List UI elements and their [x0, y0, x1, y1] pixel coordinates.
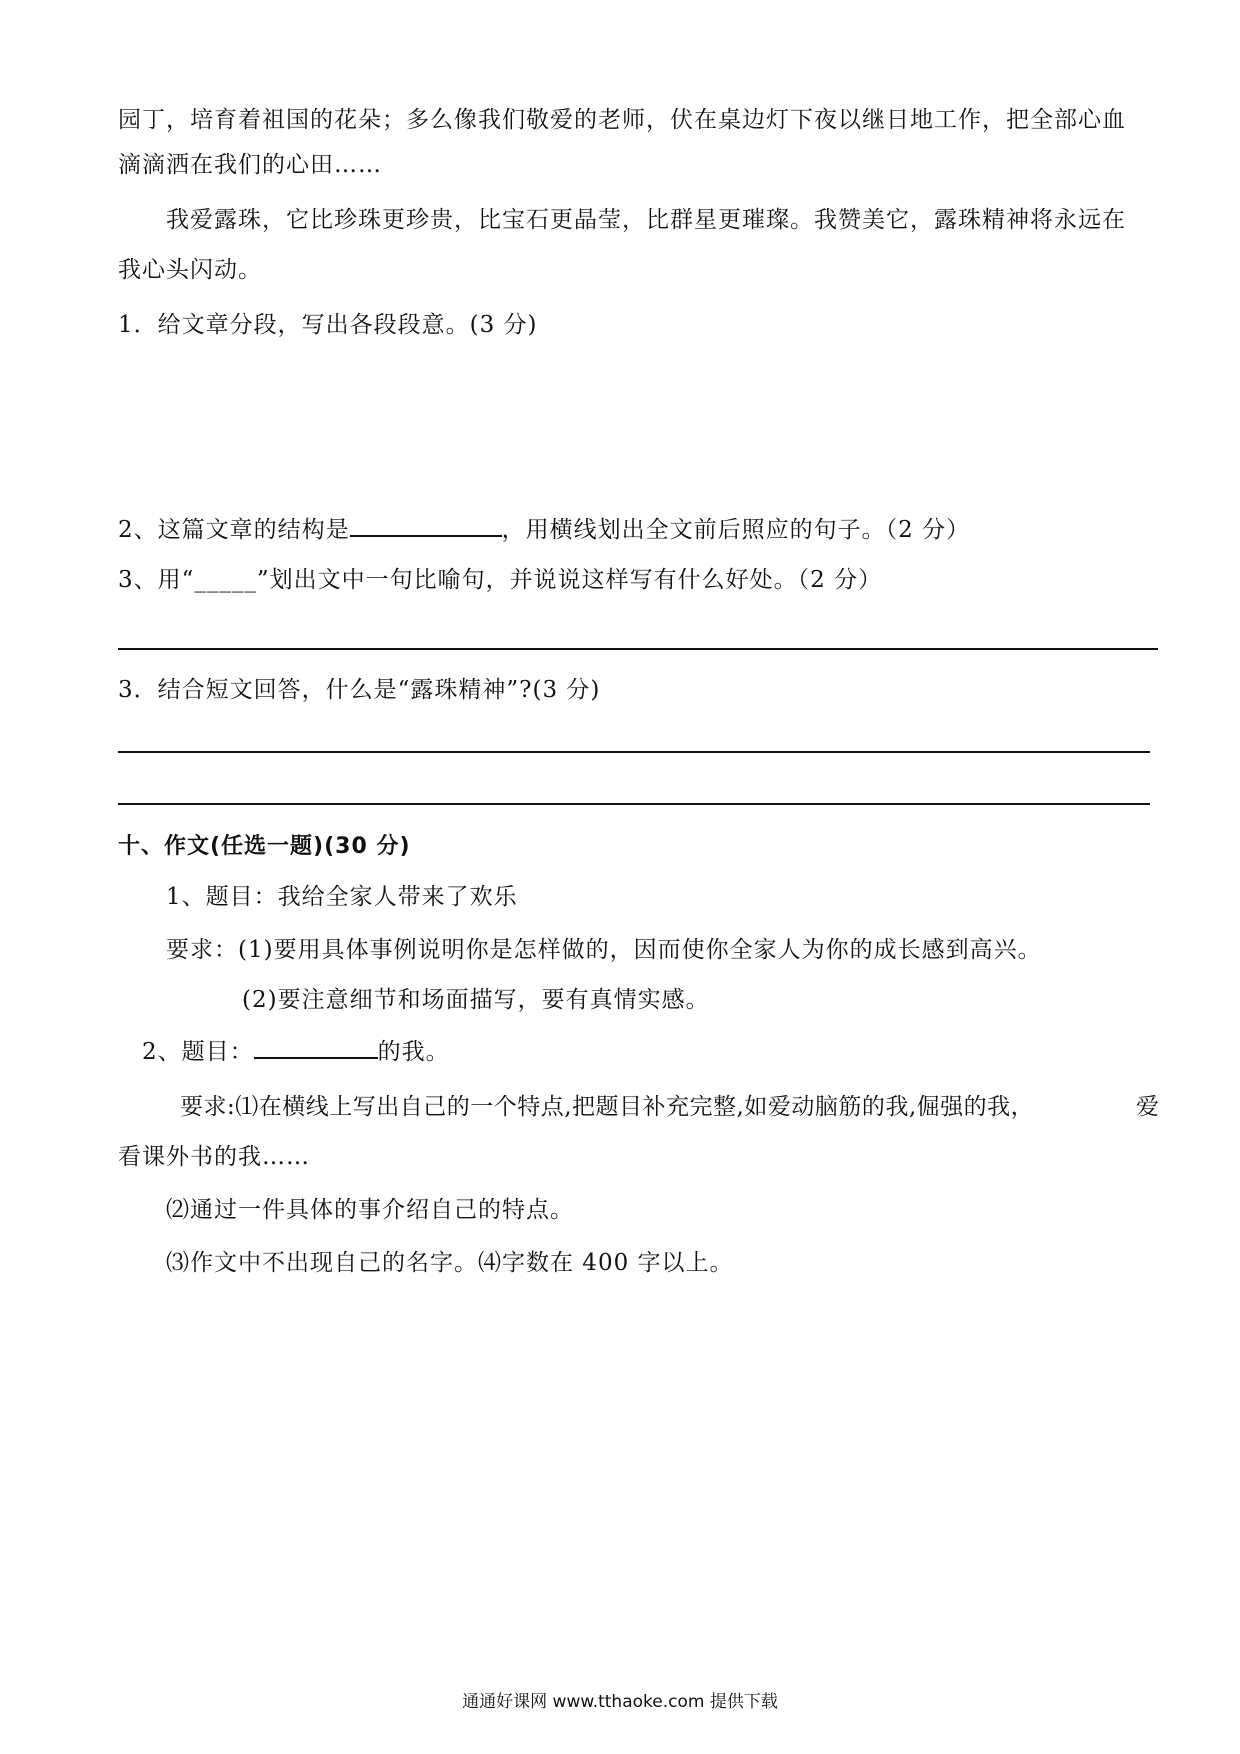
topic-1-requirement: 要求：(1)要用具体事例说明你是怎样做的，因而使你全家人为你的成长感到高兴。: [166, 937, 1042, 963]
question-4: 3．结合短文回答，什么是“露珠精神”?(3 分): [118, 677, 601, 703]
topic-2-requirement: 看课外书的我……: [118, 1144, 310, 1170]
topic-2-title-after: 的我。: [377, 1039, 450, 1065]
topic-1-requirement: (2)要注意细节和场面描写，要有真情实感。: [242, 987, 710, 1013]
title-blank[interactable]: [254, 1056, 378, 1059]
question-2-text-after: ，用横线划出全文前后照应的句子。（2 分）: [501, 517, 971, 543]
underline-mark: _____: [194, 567, 257, 593]
passage-line: 滴滴洒在我们的心田……: [118, 152, 382, 178]
question-2: [118, 515, 970, 545]
topic-2-title: [142, 1037, 450, 1067]
question-1: 1．给文章分段，写出各段段意。(3 分): [118, 312, 538, 338]
section-heading: 十、作文(任选一题)(30 分): [118, 834, 411, 859]
topic-2-requirement: ⑵通过一件具体的事介绍自己的特点。: [166, 1197, 574, 1223]
answer-line[interactable]: [118, 648, 1158, 650]
passage-line: 园丁，培育着祖国的花朵；多么像我们敬爱的老师，伏在桌边灯下夜以继日地工作，把全部心血: [118, 107, 1126, 133]
answer-blank[interactable]: [350, 534, 502, 537]
question-2-text-before: 2、这篇文章的结构是: [118, 517, 350, 543]
topic-2-requirement-end: 爱: [1136, 1094, 1160, 1120]
question-3-text-after: ”划出文中一句比喻句，并说说这样写有什么好处。（2 分）: [256, 567, 883, 593]
topic-2-requirement: 要求:⑴在横线上写出自己的一个特点,把题目补充完整,如爱动脑筋的我,倔强的我，: [180, 1094, 1035, 1120]
passage-line: 我爱露珠，它比珍珠更珍贵，比宝石更晶莹，比群星更璀璨。我赞美它，露珠精神将永远在: [166, 207, 1126, 233]
topic-2-requirement: ⑶作文中不出现自己的名字。⑷字数在 400 字以上。: [166, 1250, 734, 1276]
topic-1-title: 1、题目：我给全家人带来了欢乐: [166, 884, 518, 910]
question-3: [118, 565, 882, 595]
page-footer: 通通好课网 www.tthaoke.com 提供下载: [462, 1692, 778, 1712]
answer-line[interactable]: [118, 751, 1150, 753]
answer-line[interactable]: [118, 803, 1150, 805]
passage-line: 我心头闪动。: [118, 257, 262, 283]
question-3-text-before: 3、用“: [118, 567, 195, 593]
topic-2-title-before: 2、题目：: [142, 1039, 254, 1065]
